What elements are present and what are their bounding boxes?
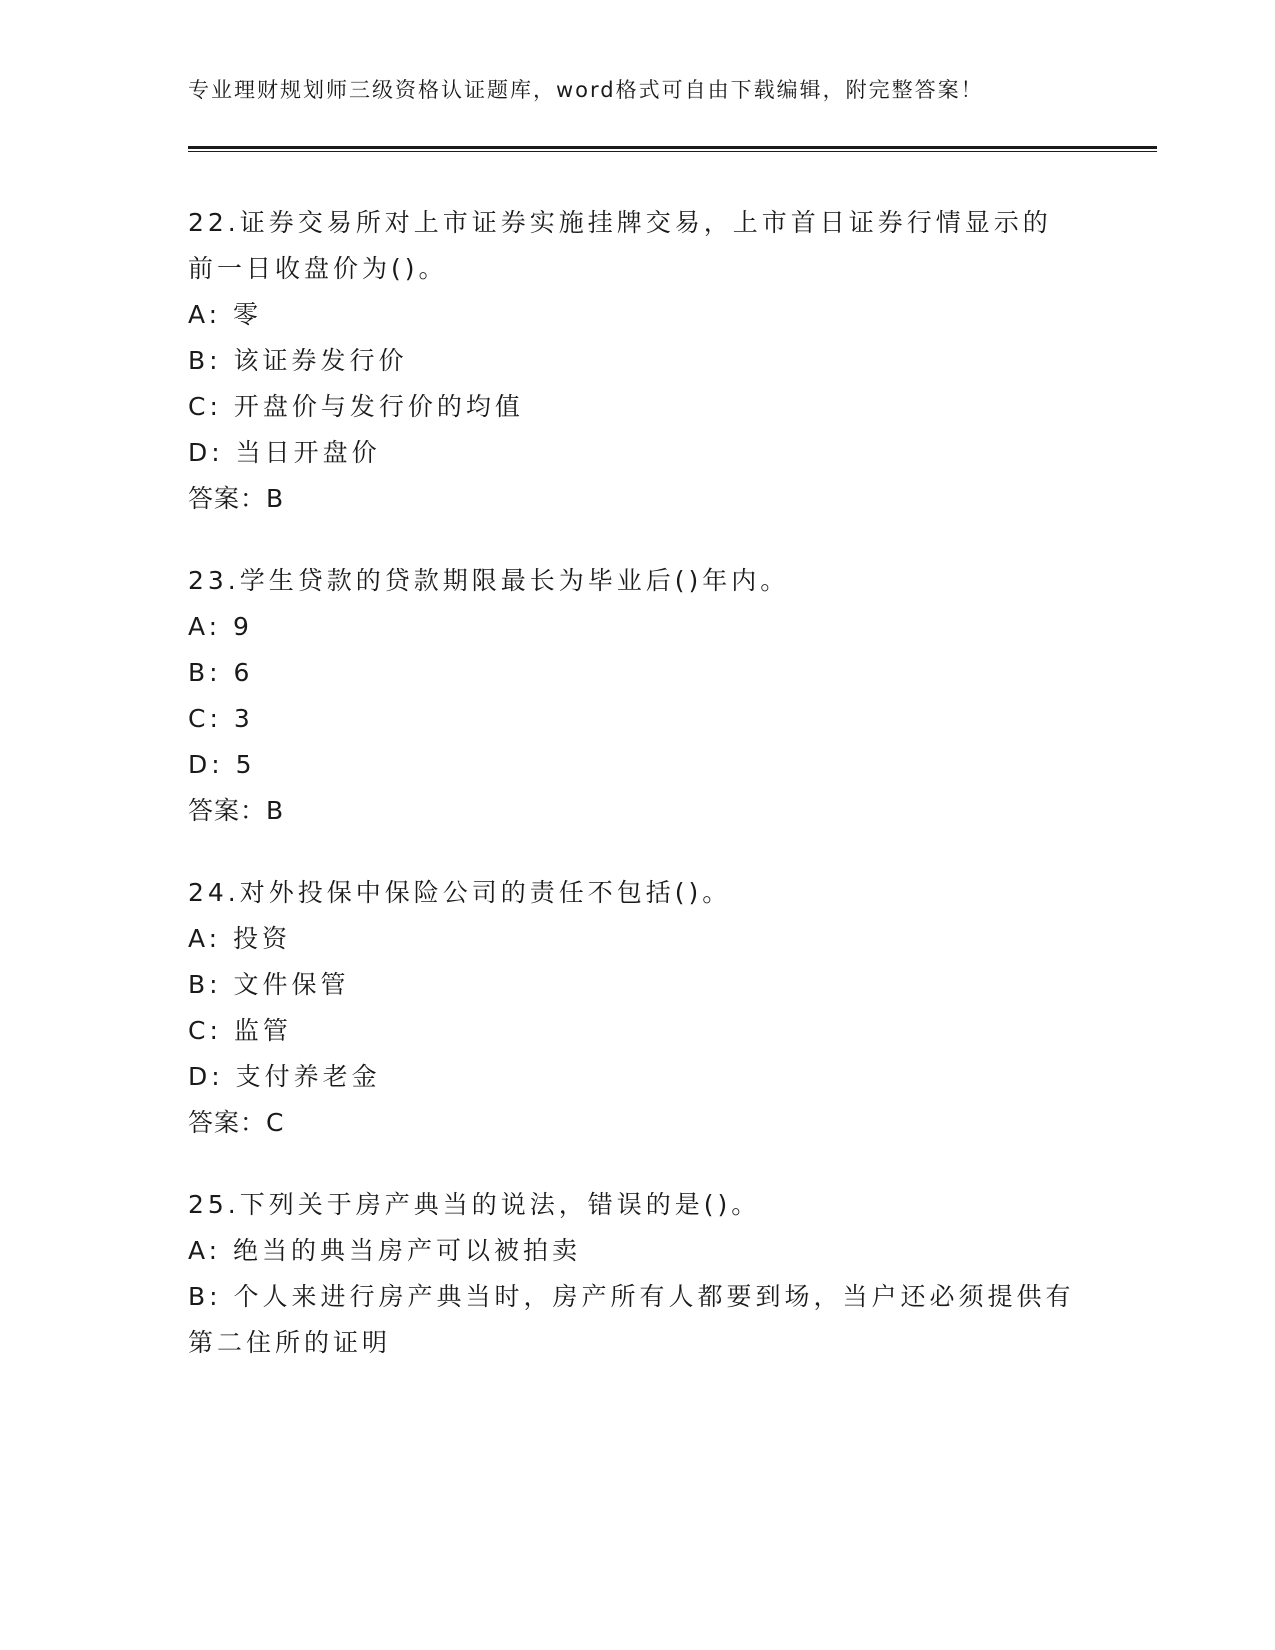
header-rule-thin: [188, 151, 1157, 152]
question-22: [188, 200, 1078, 522]
option-a: A: 绝当的典当房产可以被拍卖: [188, 1236, 582, 1265]
question-23: [188, 558, 1078, 834]
question-25: [188, 1182, 1078, 1366]
option-b: B: 6: [188, 658, 254, 687]
option-c: C: 监管: [188, 1016, 292, 1045]
option-b: B: 该证券发行价: [188, 346, 408, 375]
option-a: A: 投资: [188, 924, 292, 953]
option-b: B: 个人来进行房产典当时，房产所有人都要到场，当户还必须提供有第二住所的证明: [188, 1282, 1075, 1357]
question-24: [188, 870, 1078, 1146]
option-d: D: 当日开盘价: [188, 438, 381, 467]
answer: 答案：C: [188, 1108, 285, 1137]
question-stem: 23.学生贷款的贷款期限最长为毕业后()年内。: [188, 566, 790, 595]
question-stem: 25.下列关于房产典当的说法，错误的是()。: [188, 1190, 761, 1219]
option-a: A: 9: [188, 612, 253, 641]
option-d: D: 支付养老金: [188, 1062, 381, 1091]
option-c: C: 开盘价与发行价的均值: [188, 392, 524, 421]
option-a: A: 零: [188, 300, 263, 329]
answer: 答案：B: [188, 484, 285, 513]
question-list: [188, 200, 1078, 1402]
answer: 答案：B: [188, 796, 285, 825]
option-d: D: 5: [188, 750, 256, 779]
page-header: 专业理财规划师三级资格认证题库，word格式可自由下载编辑，附完整答案！: [188, 78, 984, 102]
option-b: B: 文件保管: [188, 970, 350, 999]
question-stem: 22.证券交易所对上市证券实施挂牌交易，上市首日证券行情显示的前一日收盘价为()。: [188, 208, 1052, 283]
question-stem: 24.对外投保中保险公司的责任不包括()。: [188, 878, 732, 907]
option-c: C: 3: [188, 704, 254, 733]
header-rule-thick: [188, 146, 1157, 149]
